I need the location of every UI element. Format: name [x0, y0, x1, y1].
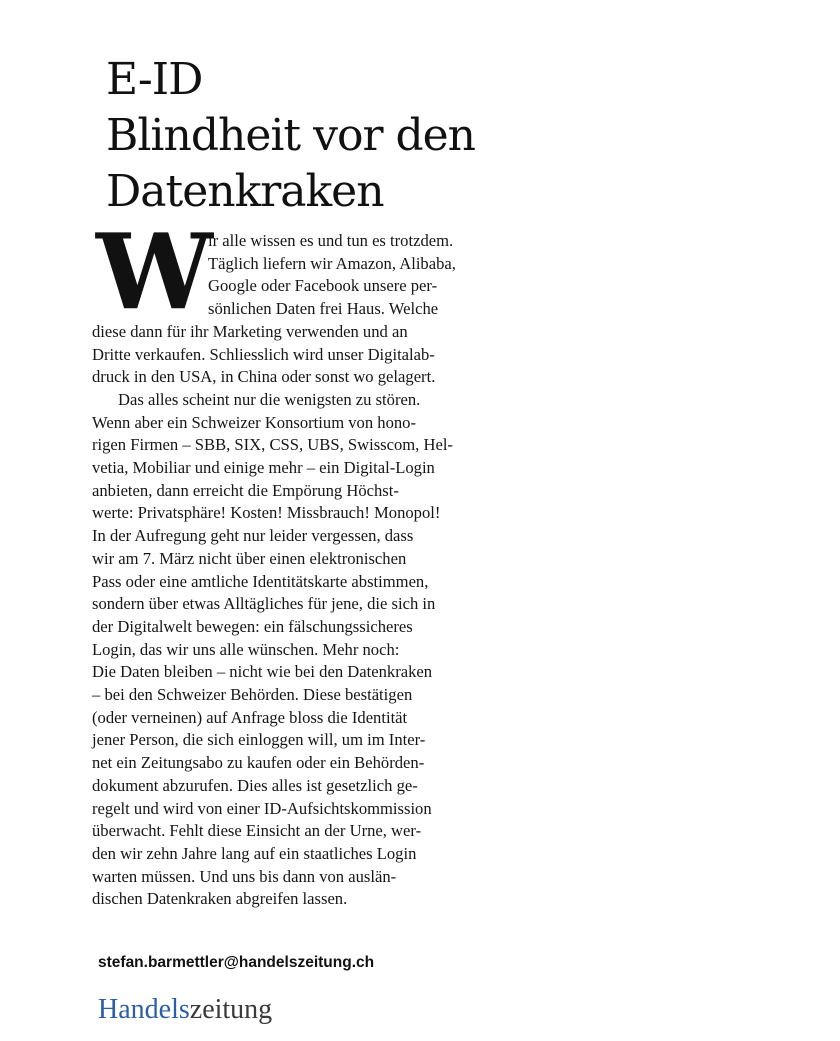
text-line: – bei den Schweizer Behörden. Diese bestätigen — [92, 685, 413, 705]
text-line: sondern über etwas Alltägliches für jene, die sich in — [92, 594, 436, 614]
text-line: jener Person, die sich einloggen will, um im Inter- — [92, 730, 426, 750]
paragraph-1 — [92, 210, 522, 389]
text-line: Wenn aber ein Schweizer Konsortium von hono- — [92, 412, 416, 432]
headline-kicker: E-ID — [106, 54, 203, 105]
headline-line: Datenkraken — [106, 166, 384, 217]
text-line: Google oder Facebook unsere per- — [208, 276, 438, 296]
text-line: wir am 7. März nicht über einen elektronischen — [92, 548, 407, 568]
text-line: warten müssen. Und uns bis dann von auslän- — [92, 866, 397, 886]
text-line: diese dann für ihr Marketing verwenden und an — [92, 321, 408, 341]
text-line: (oder verneinen) auf Anfrage bloss die Identität — [92, 707, 408, 727]
text-line: Das alles scheint nur die wenigsten zu stören. — [118, 389, 421, 409]
text-line: Dritte verkaufen. Schliesslich wird unser Digitalab- — [92, 344, 435, 364]
text-line: In der Aufregung geht nur leider vergessen, dass — [92, 526, 414, 546]
text-line: anbieten, dann erreicht die Empörung Höchst- — [92, 480, 399, 500]
drop-cap: W — [96, 210, 213, 333]
paragraph-2 — [92, 389, 522, 911]
text-line: der Digitalwelt bewegen: ein fälschungssicheres — [92, 616, 413, 636]
text-line: ir alle wissen es und tun es trotzdem. — [208, 231, 454, 250]
text-line: sönlichen Daten frei Haus. Welche — [208, 299, 439, 319]
text-line: Login, das wir uns alle wünschen. Mehr noch: — [92, 639, 400, 659]
logo-part-handels: Handels — [98, 994, 190, 1025]
author-email: stefan.barmettler@handelszeitung.ch — [98, 954, 375, 971]
text-line: vetia, Mobiliar und einige mehr – ein Digital-Login — [92, 458, 435, 478]
text-line: regelt und wird von einer ID-Aufsichtskommission — [92, 798, 432, 818]
text-line: rigen Firmen – SBB, SIX, CSS, UBS, Swisscom, Hel- — [92, 435, 453, 455]
text-line: Täglich liefern wir Amazon, Alibaba, — [208, 253, 456, 273]
text-line: Die Daten bleiben – nicht wie bei den Datenkraken — [92, 662, 433, 682]
logo-part-zeitung: zeitung — [189, 994, 273, 1025]
text-line: werte: Privatsphäre! Kosten! Missbrauch! Monopol! — [92, 503, 441, 523]
headline — [106, 52, 522, 220]
text-line: dokument abzurufen. Dies alles ist gesetzlich ge- — [92, 775, 418, 795]
text-line: überwacht. Fehlt diese Einsicht an der Urne, wer- — [92, 821, 422, 841]
text-line: dischen Datenkraken abgreifen lassen. — [92, 889, 348, 909]
text-line: druck in den USA, in China oder sonst wo gelagert. — [92, 367, 436, 387]
text-line: den wir zehn Jahre lang auf ein staatliches Login — [92, 843, 417, 863]
headline-line: Blindheit vor den — [106, 110, 476, 161]
publication-logo — [98, 994, 272, 1026]
text-line: net ein Zeitungsabo zu kaufen oder ein Behörden- — [92, 753, 425, 773]
article — [92, 52, 522, 911]
text-line: Pass oder eine amtliche Identitätskarte abstimmen, — [92, 571, 429, 591]
